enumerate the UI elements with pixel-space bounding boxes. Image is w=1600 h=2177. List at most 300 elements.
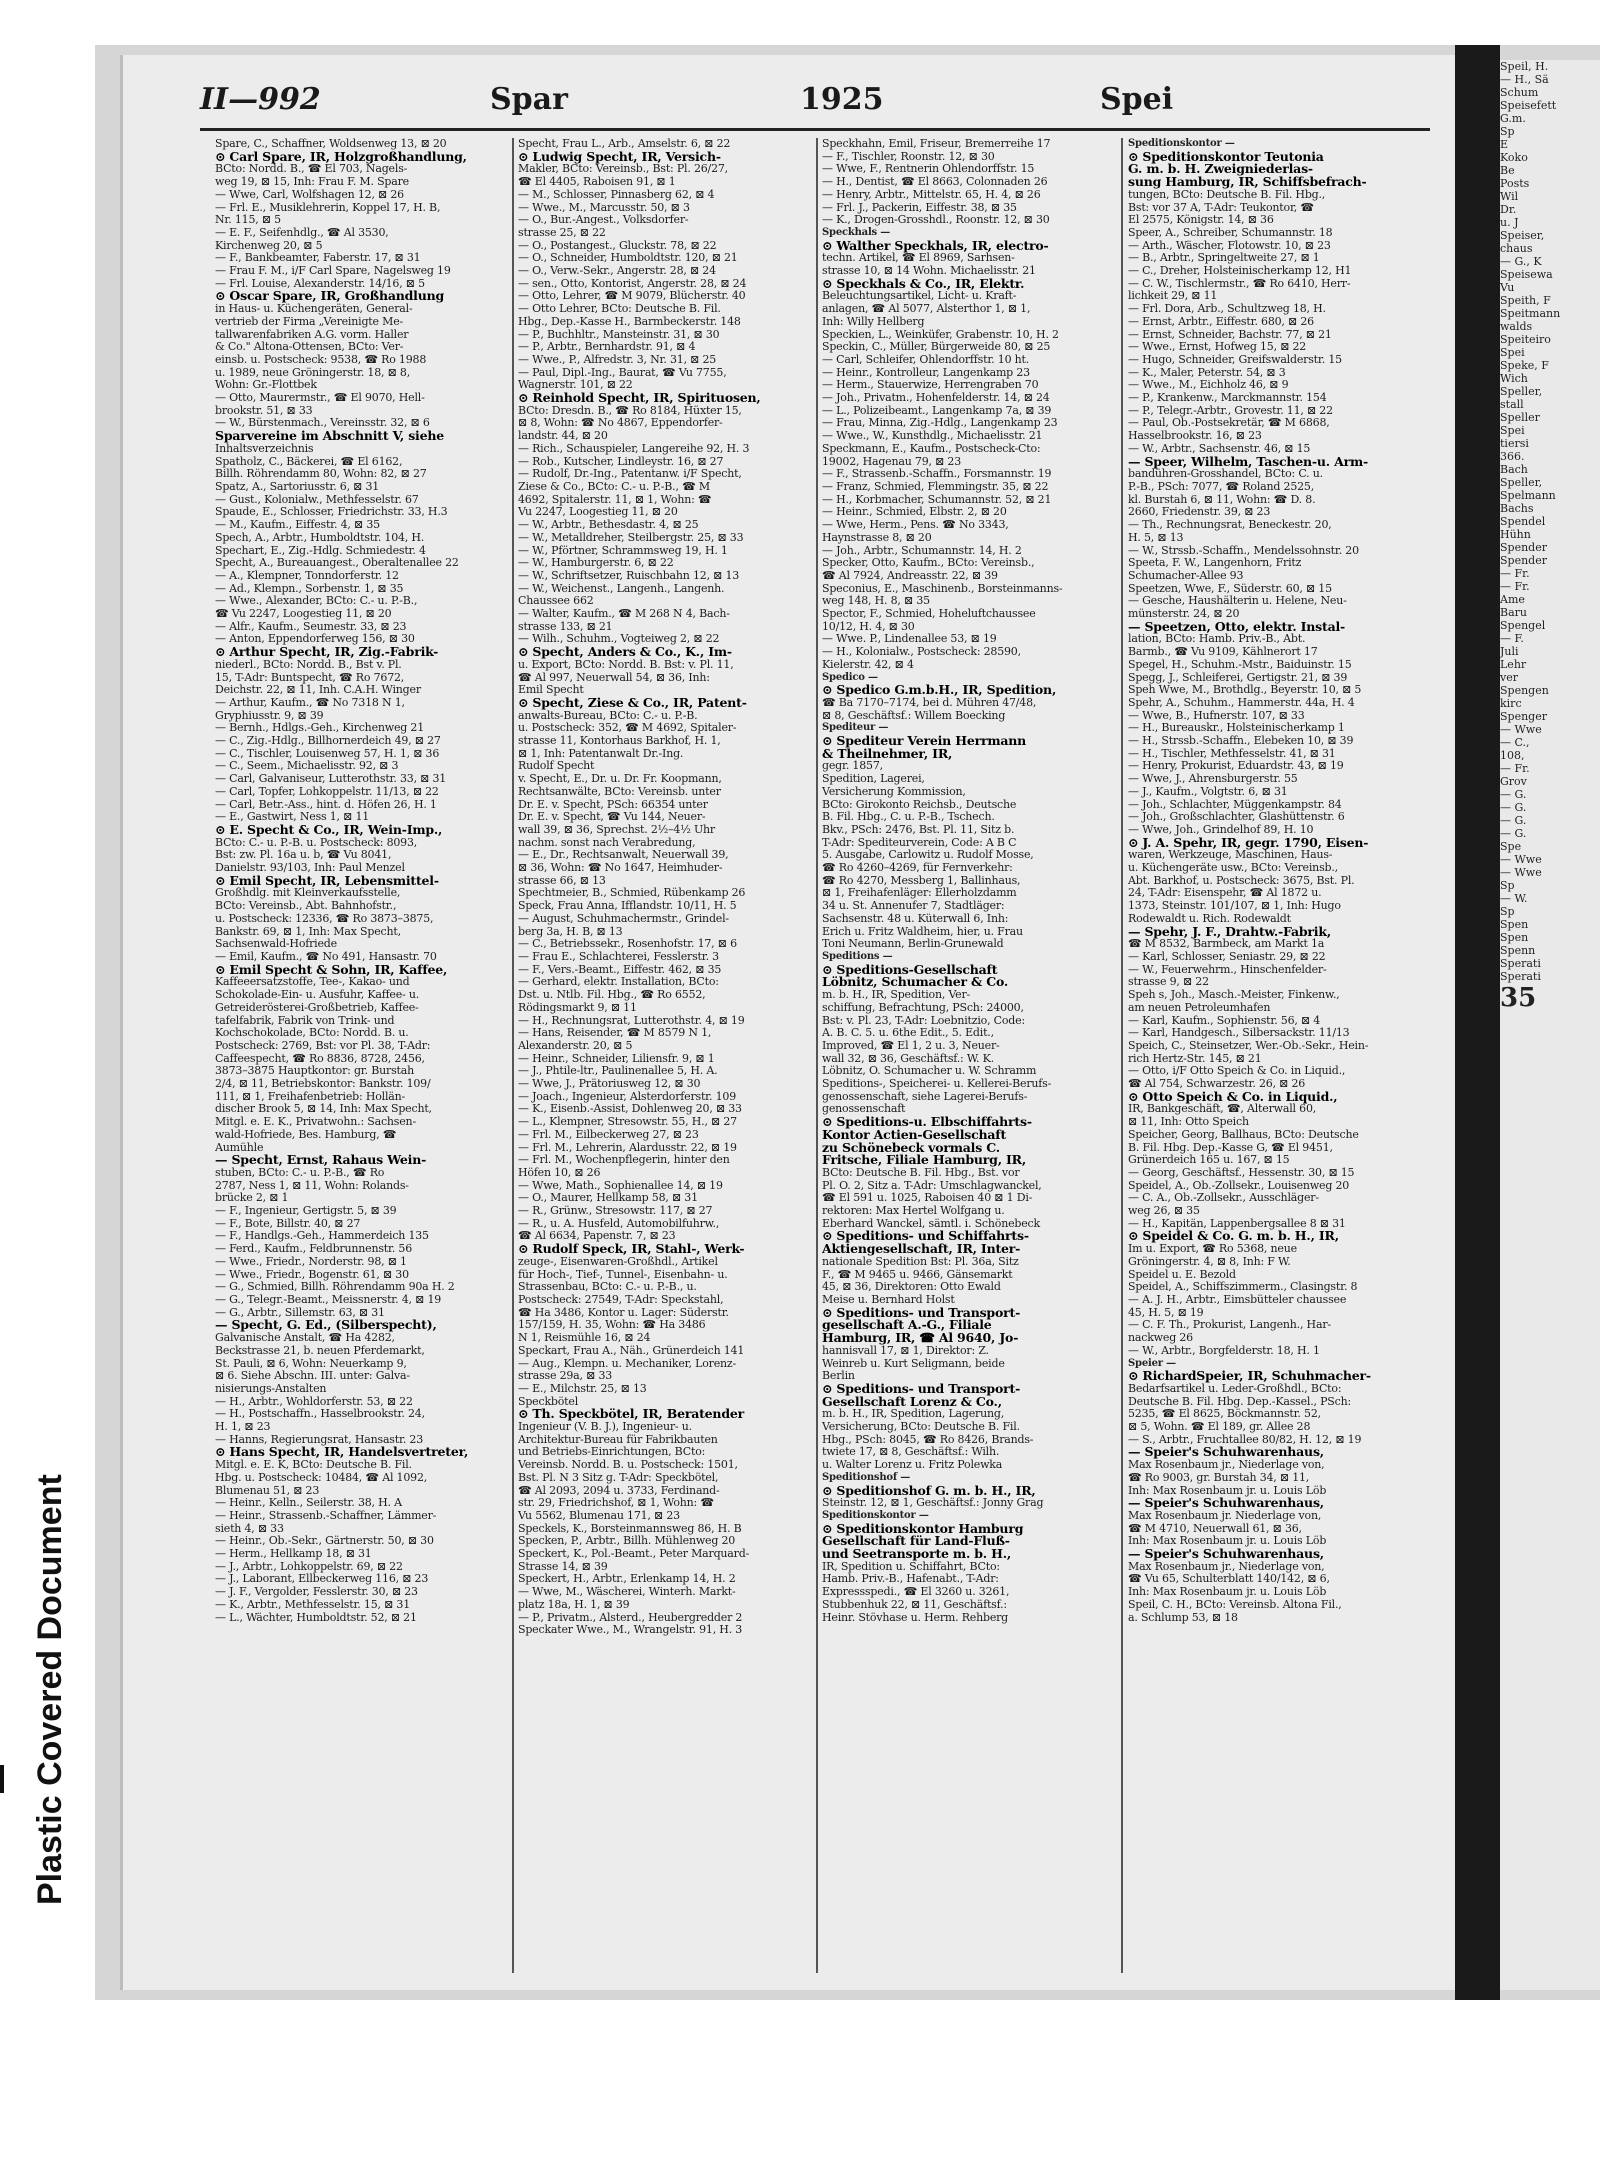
directory-entry: Schokolade-Ein- u. Ausfuhr, Kaffee- u. (215, 988, 420, 1002)
directory-entry: Stubbenhuk 22, ⊠ 11, Geschäftsf.: (822, 1597, 1007, 1611)
directory-entry: strasse 66, ⊠ 13 (518, 873, 606, 887)
directory-entry: münsterstr. 24, ⊠ 20 (1128, 607, 1240, 621)
directory-entry: — Wwe, Carl, Wolfshagen 12, ⊠ 26 (215, 187, 404, 201)
directory-entry: 2787, Ness 1, ⊠ 11, Wohn: Rolands- (215, 1178, 409, 1192)
directory-entry: weg 19, ⊠ 15, Inh: Frau F. M. Spare (215, 175, 409, 189)
directory-entry: — Otto, Maurermstr., ☎ El 9070, Hell- (215, 391, 425, 405)
directory-entry: — Wwe., Friedr., Norderstr. 98, ⊠ 1 (215, 1254, 407, 1268)
directory-entry: — W., Strssb.-Schaffn., Mendelssohnstr. 20 (1128, 543, 1359, 557)
directory-entry: Kirchenweg 20, ⊠ 5 (215, 238, 323, 252)
directory-entry: Vu 2247, Loogestieg 11, ⊠ 20 (518, 505, 678, 519)
directory-entry: wall 39, ⊠ 36, Sprechst. 2½–4½ Uhr (518, 822, 715, 836)
directory-entry: Spechtmeier, B., Schmied, Rübenkamp 26 (518, 886, 746, 900)
directory-entry: — Walter, Kaufm., ☎ M 268 N 4, Bach- (518, 607, 730, 621)
right-page-line: — Fr. (1500, 580, 1530, 593)
directory-entry: Improved, ☎ El 1, 2 u. 3, Neuer- (822, 1038, 1000, 1052)
directory-entry: — Bernh., Hdlgs.-Geh., Kirchenweg 21 (215, 721, 425, 735)
directory-entry: Heinr. Stövhase u. Herm. Rehberg (822, 1610, 1009, 1624)
directory-entry: — Alfr., Kaufm., Seumestr. 33, ⊠ 23 (215, 619, 407, 633)
directory-entry: Speich, C., Steinsetzer, Wer.-Ob.-Sekr., Hein- (1128, 1038, 1369, 1052)
directory-entry: für Hoch-, Tief-, Tunnel-, Eisenbahn- u. (518, 1267, 728, 1281)
directory-entry: — Heinr., Kelln., Seilerstr. 38, H. A (215, 1496, 402, 1510)
directory-entry: — O., Schneider, Humboldtstr. 120, ⊠ 21 (518, 251, 738, 265)
directory-entry: BCto: Girokonto Reichsb., Deutsche (822, 797, 1017, 811)
directory-column-1 (215, 138, 507, 1973)
right-page-line: — Wwe (1500, 723, 1542, 736)
directory-entry-firm: Sparvereine im Abschnitt V, siehe (215, 428, 444, 444)
directory-entry: Inh: Willy Hellberg (822, 314, 925, 328)
directory-entry: — H., Kolonialw., Postscheck: 28590, (822, 645, 1021, 659)
directory-entry: nisierungs-Anstalten (215, 1381, 327, 1395)
directory-entry: — H., Kapitän, Lappenbergsallee 8 ⊠ 31 (1128, 1216, 1346, 1230)
directory-entry: — Henry, Arbtr., Mittelstr. 65, H. 4, ⊠ 26 (822, 187, 1041, 201)
directory-entry: B. Fil. Hbg., C. u. P.-B., Tschech. (822, 810, 995, 824)
directory-entry: ⊠ 8, Wohn: ☎ No 4867, Eppendorfer- (518, 416, 723, 430)
directory-entry: — O., Maurer, Hellkamp 58, ⊠ 31 (518, 1191, 698, 1205)
directory-entry: 45, ⊠ 36, Direktoren: Otto Ewald (822, 1280, 1001, 1294)
directory-entry: St. Pauli, ⊠ 6, Wohn: Neuerkamp 9, (215, 1356, 407, 1370)
directory-entry: Speckart, Frau A., Näh., Grünerdeich 141 (518, 1343, 745, 1357)
directory-entry: — Karl, Kaufm., Sophienstr. 56, ⊠ 4 (1128, 1013, 1321, 1027)
directory-entry: — Frau E., Schlachterei, Fesslerstr. 3 (518, 950, 719, 963)
directory-entry: m. b. H., IR, Spedition, Lagerung, (822, 1407, 1005, 1421)
directory-entry: — Heinr., Schneider, Liliensfr. 9, ⊠ 1 (518, 1051, 715, 1065)
directory-entry: Bkv., PSch: 2476, Bst. Pl. 11, Sitz b. (822, 822, 1015, 836)
directory-entry: — C. F. Th., Prokurist, Langenh., Har- (1128, 1318, 1331, 1332)
directory-entry: rektoren: Max Hertel Wolfgang u. (822, 1204, 1005, 1218)
directory-entry: — Franz, Schmied, Flemmingstr. 35, ⊠ 22 (822, 479, 1049, 493)
directory-entry: strasse 10, ⊠ 14 Wohn. Michaelisstr. 21 (822, 264, 1036, 278)
directory-entry: — J., Arbtr., Lohkoppelstr. 69, ⊠ 22 (215, 1559, 403, 1573)
directory-entry: Inhaltsverzeichnis (215, 441, 314, 455)
directory-entry: — H., Strssb.-Schaffn., Elebeken 10, ⊠ 39 (1128, 734, 1354, 748)
directory-entry: ☎ Al 997, Neuerwall 54, ⊠ 36, Inh: (518, 670, 710, 684)
directory-entry: Max Rosenbaum jr., Niederlage von, (1128, 1458, 1325, 1472)
directory-entry: discher Brook 5, ⊠ 14, Inh: Max Specht, (215, 1102, 432, 1116)
directory-entry: tallwarenfabriken A.G. vorm. Haller (215, 327, 409, 341)
directory-entry-firm: ⊙ RichardSpeier, IR, Schuhmacher- (1128, 1368, 1371, 1384)
directory-entry: brookstr. 51, ⊠ 33 (215, 403, 313, 417)
directory-entry: ☎ Al 754, Schwarzestr. 26, ⊠ 26 (1128, 1077, 1306, 1091)
directory-entry: kl. Burstah 6, ⊠ 11, Wohn: ☎ D. 8. (1128, 492, 1316, 506)
directory-entry: ⊠ 36, Wohn: ☎ No 1647, Heimhuder- (518, 861, 723, 875)
directory-entry: — L., Polizeibeamt., Langenkamp 7a, ⊠ 39 (822, 403, 1052, 417)
directory-entry: bandühren-Grosshandel, BCto: C. u. (1128, 467, 1323, 481)
directory-entry-firm: ⊙ Ludwig Specht, IR, Versich- (518, 148, 721, 164)
directory-entry: Strasse 14, ⊠ 39 (518, 1559, 608, 1573)
directory-entry-firm: ⊙ Speditions- und Transport- (822, 1380, 1021, 1396)
directory-entry: rich Hertz-Str. 145, ⊠ 21 (1128, 1051, 1262, 1065)
directory-entry: — Carl, Schleifer, Ohlendorffstr. 10 ht. (822, 352, 1030, 366)
directory-entry-firm: ⊙ Spediteur Verein Herrmann (822, 733, 1027, 749)
directory-subheading: Spedico — (822, 671, 878, 683)
right-page-line: u. J (1500, 216, 1519, 229)
right-page-line: Spendel (1500, 515, 1546, 528)
directory-entry: Speetzen, Wwe, F., Süderstr. 60, ⊠ 15 (1128, 581, 1332, 595)
right-page-line: Ame (1500, 593, 1525, 606)
directory-entry: Caffeespecht, ☎ Ro 8836, 8728, 2456, (215, 1051, 425, 1065)
directory-entry: Rudolf Specht (518, 759, 595, 773)
right-page-line: Sp (1500, 905, 1515, 918)
directory-entry: Spech, A., Arbtr., Humboldtstr. 104, H. (215, 530, 425, 544)
directory-entry: Spegg, J., Schleiferei, Gertigstr. 21, ⊠ 39 (1128, 670, 1348, 684)
directory-entry: — W., Schriftsetzer, Ruischbahn 12, ⊠ 13 (518, 568, 740, 582)
right-page-line: — G. (1500, 827, 1527, 840)
directory-entry: u. Export, BCto: Nordd. B. Bst: v. Pl. 11, (518, 657, 734, 671)
directory-entry: Rodewaldt u. Rich. Rodewaldt (1128, 911, 1291, 925)
directory-entry: Makler, BCto: Vereinsb., Bst: Pl. 26/27, (518, 162, 728, 176)
directory-entry: Bst: v. Pl. 23, T-Adr: Loebnitzio, Code: (822, 1013, 1025, 1027)
right-page-line: 108, (1500, 749, 1525, 762)
directory-entry-firm: Fritsche, Filiale Hamburg, IR, (822, 1152, 1027, 1168)
directory-entry: — P., Arbtr., Bernhardstr. 91, ⊠ 4 (518, 340, 696, 354)
right-page-line: Hühn (1500, 528, 1531, 541)
right-page-line: Wich (1500, 372, 1528, 385)
directory-entry: strasse 11, Kontorhaus Barkhof, H. 1, (518, 734, 721, 748)
directory-entry: — Heinr., Ob.-Sekr., Gärtnerstr. 50, ⊠ 30 (215, 1534, 434, 1548)
directory-entry: 34 u. St. Annenufer 7, Stadtläger: (822, 899, 1005, 913)
directory-entry: 15, T-Adr: Buntspecht, ☎ Ro 7672, (215, 670, 405, 684)
directory-entry: Speckels, K., Borsteinmannsweg 86, H. B (518, 1521, 742, 1535)
directory-entry-firm: ⊙ Speditionshof G. m. b. H., IR, (822, 1482, 1036, 1498)
right-page-line: — G. (1500, 788, 1527, 801)
right-page-number: 35 (1500, 983, 1537, 1013)
directory-entry-firm: Löbnitz, Schumacher & Co. (822, 974, 1009, 990)
directory-entry: — Anton, Eppendorferweg 156, ⊠ 30 (215, 632, 415, 646)
directory-entry: Speckert, H., Arbtr., Erlenkamp 14, H. 2 (518, 1572, 736, 1586)
directory-entry: — Frau F. M., i/F Carl Spare, Nagelsweg 19 (215, 264, 451, 278)
directory-entry: — Heinr., Kontrolleur, Langenkamp 23 (822, 365, 1030, 379)
directory-entry: techn. Artikel, ☎ El 8969, Sarhsen- (822, 251, 1015, 265)
directory-entry: genossenschaft, siehe Lagerei-Berufs- (822, 1089, 1028, 1103)
directory-entry: — Herm., Hellkamp 18, ⊠ 31 (215, 1547, 372, 1561)
directory-entry: Hasselbrookstr. 16, ⊠ 23 (1128, 429, 1262, 443)
directory-entry-firm: ⊙ Specht, Anders & Co., K., Im- (518, 644, 732, 660)
directory-entry-firm: & Theilnehmer, IR, (822, 745, 953, 761)
directory-entry-firm: — Speier's Schuhwarenhaus, (1128, 1495, 1324, 1511)
directory-entry: tungen, BCto: Deutsche B. Fil. Hbg., (1128, 187, 1326, 201)
directory-entry: — J. F., Vergolder, Fesslerstr. 30, ⊠ 23 (215, 1585, 418, 1599)
directory-entry: B. Fil. Hbg. Dep.-Kasse G, ☎ El 9451, (1128, 1140, 1333, 1154)
directory-entry: — C., Dreher, Holsteinischerkamp 12, H1 (1128, 264, 1352, 278)
directory-entry: schiffung, Befrachtung, PSch: 24000, (822, 1000, 1024, 1014)
directory-column-3 (822, 138, 1114, 1973)
header-keyword-right: Spei (1100, 82, 1174, 117)
directory-entry-firm: Aktiengesellschaft, IR, Inter- (822, 1241, 1021, 1257)
directory-entry: — Ernst, Schneider, Bachstr. 77, ⊠ 21 (1128, 327, 1332, 341)
directory-entry: — P., Telegr.-Arbtr., Grovestr. 11, ⊠ 22 (1128, 403, 1333, 417)
directory-entry: genossenschaft (822, 1102, 906, 1116)
directory-entry: — Wwe., W., Kunsthdlg., Michaelisstr. 21 (822, 429, 1043, 443)
directory-entry: — W., Hamburgerstr. 6, ⊠ 22 (518, 556, 674, 570)
directory-entry: — Gust., Kolonialw., Methfesselstr. 67 (215, 492, 419, 506)
right-page-fragment (1500, 60, 1600, 1990)
directory-entry: gegr. 1857, (822, 759, 883, 773)
directory-entry: u. Postscheck: 352, ☎ M 4692, Spitaler- (518, 721, 737, 735)
directory-entry: — P., Privatm., Alsterd., Heubergredder 2 (518, 1610, 743, 1624)
directory-entry: — K., Eisenb.-Assist, Dohlenweg 20, ⊠ 33 (518, 1102, 742, 1116)
directory-entry: — Frl. Louise, Alexanderstr. 14/16, ⊠ 5 (215, 276, 425, 290)
right-page-line: — C., (1500, 736, 1530, 749)
directory-entry: — Paul, Dipl.-Ing., Baurat, ☎ Vu 7755, (518, 365, 727, 379)
directory-entry: Architektur-Bureau für Fabrikbauten (518, 1432, 718, 1446)
directory-entry: Inh: Max Rosenbaum jr. u. Louis Löb (1128, 1585, 1327, 1599)
directory-entry: H. 5, ⊠ 13 (1128, 530, 1184, 544)
directory-entry: 157/159, H. 35, Wohn: ☎ Ha 3486 (518, 1318, 706, 1332)
right-page-line: Spelmann (1500, 489, 1556, 502)
directory-entry: — Wwe, B., Hufnerstr. 107, ⊠ 33 (1128, 708, 1305, 722)
directory-entry: — E. F., Seifenhdlg., ☎ Al 3530, (215, 225, 389, 239)
directory-entry: niederl., BCto: Nordd. B., Bst v. Pl. (215, 657, 402, 671)
directory-entry: — Karl, Schlosser, Seniastr. 29, ⊠ 22 (1128, 950, 1326, 963)
directory-entry: ☎ Ba 7170–7174, bei d. Mühren 47/48, (822, 695, 1037, 709)
directory-entry: Mitgl. e. E. K., Privatwohn.: Sachsen- (215, 1115, 416, 1129)
directory-entry: BCto: Dresdn. B., ☎ Ro 8184, Hüxter 15, (518, 403, 742, 417)
directory-entry-firm: ⊙ Emil Specht, IR, Lebensmittel- (215, 872, 439, 888)
directory-entry: Speeta, F. W., Langenhorn, Fritz (1128, 556, 1302, 570)
directory-entry: — R., Grünw., Stresowstr. 117, ⊠ 27 (518, 1204, 713, 1218)
right-page-line: — Fr. (1500, 567, 1530, 580)
directory-entry: BCto: Deutsche B. Fil. Hbg., Bst. vor (822, 1165, 1020, 1179)
directory-entry: 5235, ☎ El 8625, Böckmannstr. 52, (1128, 1407, 1321, 1421)
directory-entry: — L., Klempner, Stresowstr. 55, H., ⊠ 27 (518, 1115, 737, 1129)
directory-entry: 2660, Friedenstr. 39, ⊠ 23 (1128, 505, 1271, 519)
directory-entry-firm: ⊙ E. Specht & Co., IR, Wein-Imp., (215, 821, 443, 837)
right-page-lines (1500, 60, 1600, 1013)
directory-entry: Höfen 10, ⊠ 26 (518, 1165, 601, 1179)
directory-entry: u. Walter Lorenz u. Fritz Polewka (822, 1458, 1003, 1472)
directory-entry: Speckmann, E., Kaufm., Postscheck-Cto: (822, 441, 1041, 455)
directory-entry: Grünerdeich 165 u. 167, ⊠ 15 (1128, 1153, 1290, 1167)
directory-entry: u. Postscheck: 12336, ☎ Ro 3873–3875, (215, 911, 434, 925)
directory-entry: Speil, C. H., BCto: Vereinsb. Altona Fil., (1128, 1597, 1342, 1611)
right-page-line: Spengel (1500, 619, 1546, 632)
directory-entry: Im u. Export, ☎ Ro 5368, neue (1128, 1242, 1297, 1256)
directory-entry: — E., Milchstr. 25, ⊠ 13 (518, 1381, 647, 1395)
directory-entry: — H., Bureauskr., Holsteinischerkamp 1 (1128, 721, 1345, 735)
directory-entry: — W., Arbtr., Borgfelderstr. 18, H. 1 (1128, 1343, 1320, 1357)
directory-entry: ☎ Ha 3486, Kontor u. Lager: Süderstr. (518, 1305, 729, 1319)
directory-entry: — Arthur, Kaufm., ☎ No 7318 N 1, (215, 695, 405, 709)
directory-entry: Ingenieur (V. B. J.), Ingenieur- u. (518, 1420, 692, 1434)
directory-entry: ☎ Vu 2247, Loogestieg 11, ⊠ 20 (215, 607, 392, 621)
right-page-line: Spe (1500, 840, 1522, 853)
right-page-line: tiersi (1500, 437, 1529, 450)
right-page-line: — Fr. (1500, 762, 1530, 775)
directory-entry: strasse 9, ⊠ 22 (1128, 975, 1209, 989)
directory-entry: 5. Ausgabe, Carlowitz u. Rudolf Mosse, (822, 848, 1034, 862)
directory-entry: Specht, Frau L., Arb., Amselstr. 6, ⊠ 22 (518, 138, 731, 150)
directory-entry-firm: Hamburg, IR, ☎ Al 9640, Jo- (822, 1330, 1019, 1346)
right-page-line: Juli (1500, 645, 1519, 658)
right-page-line: Spei (1500, 424, 1525, 437)
directory-entry: m. b. H., IR, Spedition, Ver- (822, 988, 971, 1002)
directory-entry: strasse 133, ⊠ 21 (518, 619, 613, 633)
directory-entry: — Joach., Ingenieur, Alsterdorferstr. 109 (518, 1089, 737, 1103)
directory-entry: Spedition, Lagerei, (822, 772, 925, 786)
directory-entry-firm: ⊙ Otto Speich & Co. in Liquid., (1128, 1088, 1338, 1104)
right-page-line: E (1500, 138, 1509, 151)
directory-entry: — A. J. H., Arbtr., Eimsbütteler chaussee (1128, 1292, 1347, 1306)
directory-entry: u. Küchengeräte usw., BCto: Vereinsb., (1128, 861, 1338, 875)
directory-entry-firm: ⊙ Arthur Specht, IR, Zig.-Fabrik- (215, 644, 439, 660)
directory-entry: platz 18a, H. 1, ⊠ 39 (518, 1597, 630, 1611)
directory-entry: Speidel, A., Ob.-Zollsekr., Louisenweg 20 (1128, 1178, 1350, 1192)
directory-entry: ☎ Ro 4270, Messberg 1, Ballinhaus, (822, 873, 1021, 887)
directory-entry: tafelfabrik, Fabrik von Trink- und (215, 1013, 395, 1027)
directory-entry-firm: — Speier's Schuhwarenhaus, (1128, 1546, 1324, 1562)
right-page-line: Speiser, (1500, 229, 1545, 242)
right-page-line: Sp (1500, 879, 1515, 892)
directory-entry: — Arth., Wäscher, Flotowstr. 10, ⊠ 23 (1128, 238, 1331, 252)
directory-entry: ⊠ 1, Freihafenläger: Ellerholzdamm (822, 886, 1017, 900)
right-page-line: — G., K (1500, 255, 1542, 268)
right-page-line: Speke, F (1500, 359, 1549, 372)
directory-entry: Spector, F., Schmied, Hoheluftchaussee (822, 607, 1036, 621)
directory-entry: Speditions-, Speicherei- u. Kellerei-Berufs- (822, 1077, 1052, 1091)
directory-entry: ☎ Al 7924, Andreasstr. 22, ⊠ 39 (822, 568, 998, 582)
page-header (200, 82, 1430, 131)
page-number: II—992 (200, 82, 321, 117)
directory-entry: strasse 29a, ⊠ 33 (518, 1369, 613, 1383)
directory-entry: — August, Schuhmachermstr., Grindel- (518, 911, 729, 925)
directory-entry: und Betriebs-Einrichtungen, BCto: (518, 1445, 706, 1459)
directory-entry: Haynstrasse 8, ⊠ 20 (822, 530, 932, 544)
directory-entry: landstr. 44, ⊠ 20 (518, 429, 608, 443)
directory-entry: Spaude, E., Schlosser, Friedrichstr. 33, H.3 (215, 505, 448, 519)
directory-entry: — Hugo, Schneider, Greifswalderstr. 15 (1128, 352, 1342, 366)
directory-entry: — B., Arbtr., Springeltweite 27, ⊠ 1 (1128, 251, 1320, 265)
right-page-line: Spenn (1500, 944, 1536, 957)
right-page-line: Sp (1500, 125, 1515, 138)
directory-entry: — C., Betriebssekr., Rosenhofstr. 17, ⊠ 6 (518, 937, 737, 951)
sidebar-label: Plastic Covered Document (31, 1474, 69, 1905)
directory-entry: — O., Verw.-Sekr., Angerstr. 28, ⊠ 24 (518, 264, 716, 278)
directory-entry: — Frl. M., Eilbeckerweg 27, ⊠ 23 (518, 1127, 699, 1141)
directory-entry: ☎ Vu 65, Schulterblatt 140/142, ⊠ 6, (1128, 1572, 1330, 1586)
directory-entry: — J., Kaufm., Volgtstr. 6, ⊠ 31 (1128, 784, 1288, 798)
directory-entry: — O., Bur.-Angest., Volksdorfer- (518, 213, 689, 227)
directory-entry: Mitgl. e. E. K, BCto: Deutsche B. Fil. (215, 1458, 412, 1472)
directory-entry: — F., Bote, Billstr. 40, ⊠ 27 (215, 1216, 361, 1230)
directory-entry: — Frl. Dora, Arb., Schultzweg 18, H. (1128, 302, 1326, 316)
directory-entry: — Rich., Schauspieler, Langereihe 92, H. 3 (518, 441, 750, 455)
directory-entry-firm: ⊙ Rudolf Speck, IR, Stahl-, Werk- (518, 1241, 745, 1257)
directory-entry: — R., u. A. Husfeld, Automobilfuhrw., (518, 1216, 720, 1230)
directory-entry: — Carl, Betr.-Ass., hint. d. Höfen 26, H. 1 (215, 797, 437, 811)
directory-entry: nationale Spedition Bst: Pl. 36a, Sitz (822, 1254, 1019, 1268)
directory-entry: H. 1, ⊠ 23 (215, 1420, 271, 1434)
directory-entry-firm: ⊙ Speditions- und Transport- (822, 1304, 1021, 1320)
directory-entry: — Wwe., M., Marcusstr. 50, ⊠ 3 (518, 200, 690, 214)
directory-entry: Galvanische Anstalt, ☎ Ha 4282, (215, 1331, 395, 1345)
book-spine (1455, 45, 1500, 2000)
directory-entry: — H., Rechnungsrat, Lutterothstr. 4, ⊠ 19 (518, 1013, 745, 1027)
directory-subheading: Speier — (1128, 1357, 1176, 1369)
right-page-line: Bach (1500, 463, 1528, 476)
directory-entry: Deichstr. 22, ⊠ 11, Inh. C.A.H. Winger (215, 683, 421, 697)
directory-entry-firm: ⊙ Speditions- und Schiffahrts- (822, 1228, 1029, 1244)
right-page-line: Grov (1500, 775, 1527, 788)
directory-entry: Chaussee 662 (518, 594, 594, 608)
directory-entry: Rödingsmarkt 9, ⊠ 11 (518, 1000, 637, 1014)
directory-entry: — Wwe, Herm., Pens. ☎ No 3343, (822, 518, 1009, 532)
directory-entry: — Wwe., M., Eichholz 46, ⊠ 9 (1128, 378, 1289, 392)
sidebar (0, 0, 95, 2177)
directory-entry: N 1, Reismühle 16, ⊠ 24 (518, 1331, 651, 1345)
directory-entry: — G., Arbtr., Sillemstr. 63, ⊠ 31 (215, 1305, 385, 1319)
directory-entry: — H., Arbtr., Wohldorferstr. 53, ⊠ 22 (215, 1394, 413, 1408)
directory-entry: waren, Werkzeuge, Maschinen, Haus- (1128, 848, 1333, 862)
right-page-line: Spei (1500, 346, 1525, 359)
directory-entry: — Wwe, M., Wäscherei, Winterh. Markt- (518, 1585, 736, 1599)
directory-entry: IR, Bankgeschäft, ☎, Alterwall 60, (1128, 1102, 1317, 1116)
directory-entry: Kielerstr. 42, ⊠ 4 (822, 657, 914, 671)
right-page-line: — F. (1500, 632, 1524, 645)
directory-entry: — F., Tischler, Roonstr. 12, ⊠ 30 (822, 149, 995, 163)
directory-entry: Getreideröstereі-Großbetrieb, Kaffee- (215, 1000, 419, 1014)
directory-entry: in Haus- u. Küchengeräten, General- (215, 302, 413, 316)
right-page-line: Speller (1500, 411, 1540, 424)
directory-entry: — C., Zig.-Hdlg., Billhornerdeich 49, ⊠ 27 (215, 734, 441, 748)
directory-entry: ☎ El 4405, Raboisen 91, ⊠ 1 (518, 175, 676, 189)
directory-entry: Löbnitz, O. Schumacher u. W. Schramm (822, 1064, 1037, 1078)
directory-entry: 3873–3875 Hauptkontor: gr. Burstah (215, 1064, 414, 1078)
directory-entry: twiete 17, ⊠ 8, Geschäftsf.: Wilh. (822, 1445, 1000, 1459)
directory-entry: — C., Seem., Michaelisstr. 92, ⊠ 3 (215, 759, 399, 773)
right-page-line: — H., Sä (1500, 73, 1549, 86)
sidebar-mark (0, 1765, 4, 1793)
directory-entry: — Rob., Kutscher, Lindleystr. 16, ⊠ 27 (518, 454, 724, 468)
directory-entry: Ziese & Co., BCto: C.- u. P.-B., ☎ M (518, 479, 710, 493)
directory-entry: Versicherung Kommission, (822, 784, 966, 798)
directory-entry: — Hanns, Regierungsrat, Hansastr. 23 (215, 1432, 424, 1446)
directory-entry: Danielstr. 93/103, Inh: Paul Menzel (215, 861, 405, 875)
directory-entry: strasse 25, ⊠ 22 (518, 225, 606, 239)
directory-entry: ⊠ 11, Inh: Otto Speich (1128, 1115, 1249, 1129)
directory-subheading: Speditionskontor — (822, 1509, 929, 1521)
directory-entry: 2/4, ⊠ 11, Betriebskontor: Bankstr. 109/ (215, 1077, 431, 1091)
right-page-line: Spender (1500, 554, 1547, 567)
directory-entry: — W., Arbtr., Bethesdastr. 4, ⊠ 25 (518, 518, 699, 532)
directory-entry: — K., Drogen-Grosshdl., Roonstr. 12, ⊠ 30 (822, 213, 1050, 227)
directory-entry: Alexanderstr. 20, ⊠ 5 (518, 1038, 633, 1052)
directory-entry: brücke 2, ⊠ 1 (215, 1191, 289, 1205)
directory-entry: 1373, Steinstr. 101/107, ⊠ 1, Inh: Hugo (1128, 899, 1341, 913)
column-rule (512, 138, 514, 1973)
directory-column-4 (1128, 138, 1420, 1973)
right-page-line: Spender (1500, 541, 1547, 554)
directory-entry: — Frl. J., Packerin, Eiffestr. 38, ⊠ 35 (822, 200, 1017, 214)
directory-entry: F., ☎ M 9465 u. 9466, Gänsemarkt (822, 1267, 1013, 1281)
directory-entry: Schumacher-Allee 93 (1128, 568, 1244, 582)
directory-entry-firm: — Speier's Schuhwarenhaus, (1128, 1444, 1324, 1460)
right-page-line: Be (1500, 164, 1515, 177)
directory-entry: Aumühle (215, 1140, 264, 1154)
directory-entry: — E., Dr., Rechtsanwalt, Neuerwall 39, (518, 848, 729, 862)
directory-entry: Bedarfsartikel u. Leder-Großhdl., BCto: (1128, 1381, 1342, 1395)
directory-entry: — G., Schmied, Billh. Röhrendamm 90a H. 2 (215, 1280, 455, 1294)
directory-entry: — E., Gastwirt, Ness 1, ⊠ 11 (215, 810, 370, 824)
directory-entry: Speckbötel (518, 1394, 579, 1408)
directory-entry-firm: ⊙ Reinhold Specht, IR, Spirituosen, (518, 390, 761, 406)
directory-entry: wald-Hofriede, Bes. Hamburg, ☎ (215, 1127, 397, 1141)
directory-entry-firm: gesellschaft A.-G., Filiale (822, 1317, 992, 1333)
directory-entry: Speck, Frau Anna, Ifflandstr. 10/11, H. 5 (518, 899, 737, 913)
directory-entry: — Th., Rechnungsrat, Beneckestr. 20, (1128, 518, 1332, 532)
right-page-line: Posts (1500, 177, 1530, 190)
directory-entry: — Heinr., Schmied, Elbstr. 2, ⊠ 20 (822, 505, 1007, 519)
